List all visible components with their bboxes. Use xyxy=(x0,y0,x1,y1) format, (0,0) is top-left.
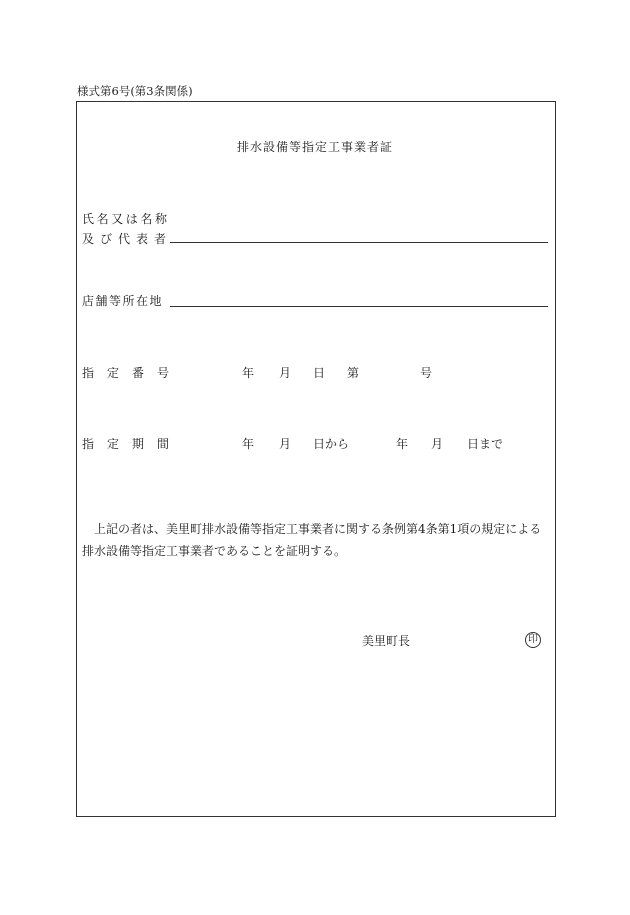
designation-number-label: 指定番号 xyxy=(82,366,183,380)
address-label: 店舗等所在地 xyxy=(82,294,164,308)
period-day-to: 日まで xyxy=(467,437,504,451)
name-label-line1: 氏名又は名称 xyxy=(82,212,170,226)
period-month-from: 月 xyxy=(279,437,292,451)
address-entry-line[interactable] xyxy=(170,306,548,307)
number-year: 年 xyxy=(242,366,255,380)
name-entry-line[interactable] xyxy=(170,242,548,243)
seal-mark: 印 xyxy=(525,632,541,648)
signatory-title: 美里町長 xyxy=(362,634,411,648)
number-day: 日 xyxy=(313,366,326,380)
number-dai: 第 xyxy=(347,366,360,380)
period-day-from: 日から xyxy=(313,437,350,451)
number-month: 月 xyxy=(279,366,292,380)
name-label-line2: 及び代表者 xyxy=(82,232,173,246)
certificate-title: 排水設備等指定工事業者証 xyxy=(236,140,393,154)
number-go: 号 xyxy=(420,366,433,380)
period-year-from: 年 xyxy=(242,437,255,451)
form-reference: 様式第6号(第3条関係) xyxy=(77,84,193,98)
designation-period-label: 指定期間 xyxy=(82,437,183,451)
period-month-to: 月 xyxy=(431,437,444,451)
certification-statement: 上記の者は、美里町排水設備等指定工事業者に関する条例第4条第1項の規定による排水設備等指定工事業者であることを証明する。 xyxy=(82,522,542,558)
period-year-to: 年 xyxy=(396,437,409,451)
certificate-frame xyxy=(76,101,556,817)
